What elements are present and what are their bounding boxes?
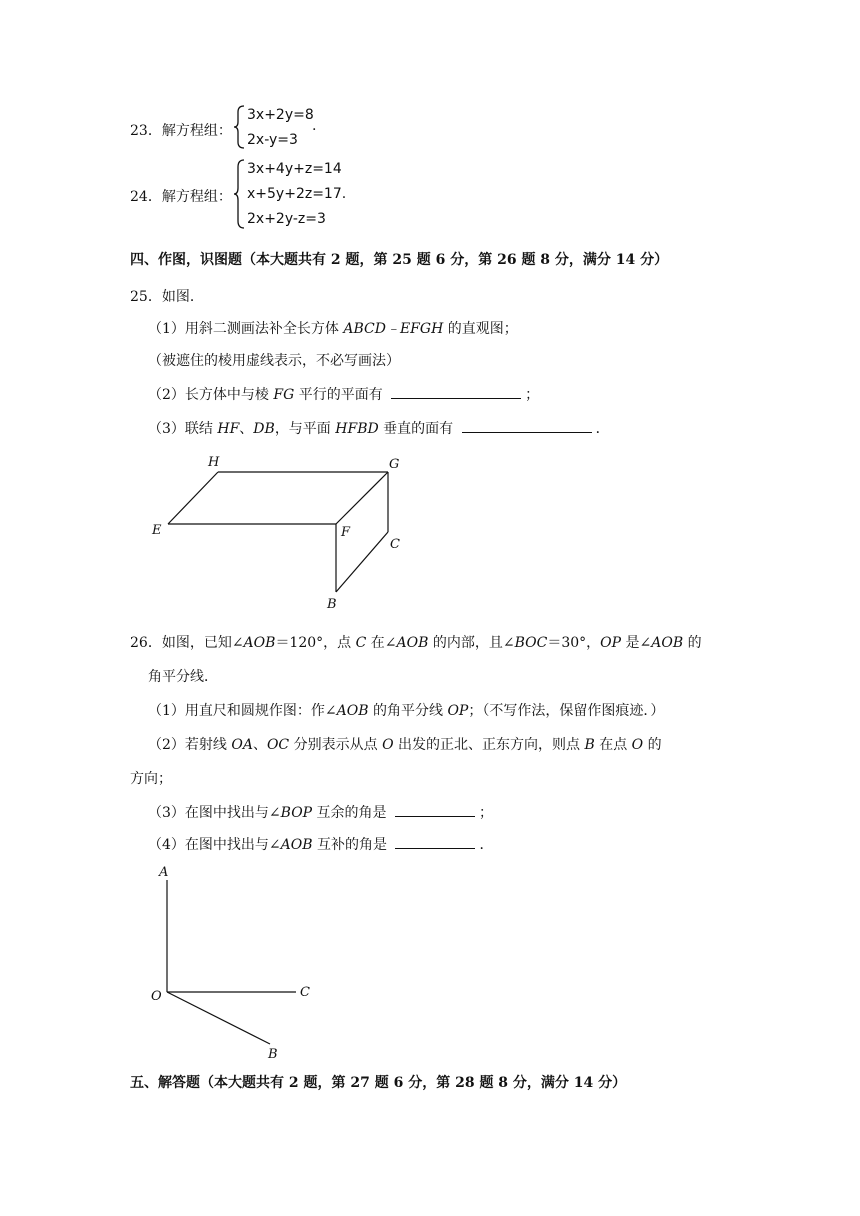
q26-text-d: 的内部，且∠ xyxy=(428,635,515,651)
q26-part-3-text-a: （3）在图中找出与∠ xyxy=(148,805,281,821)
q25-part-2-text-b: 平行的平面有 xyxy=(294,387,388,403)
edge-FG xyxy=(336,472,388,524)
q26-text-f: 是∠ xyxy=(621,635,652,651)
q26-part-2-line-2: 方向； xyxy=(130,771,172,787)
q26-part-2-point-o-2: O xyxy=(631,737,644,753)
vertex-label-B: B xyxy=(327,597,337,612)
q25-part-2-edge: FG xyxy=(273,387,295,403)
q26-part-2-text-e: 的 xyxy=(643,737,662,753)
q26-part-1-text-a: （1）用直尺和圆规作图：作∠ xyxy=(148,703,337,719)
q26-ray-op: OP xyxy=(600,635,622,651)
q26-part-1 xyxy=(148,700,664,720)
q26-part-1-ray: OP xyxy=(447,703,469,719)
q25-part-3 xyxy=(148,418,610,438)
q26-angle-figure xyxy=(140,860,340,1065)
q24-equation-3: 2x+2y-z=3 xyxy=(247,211,326,227)
vertex-label-E: E xyxy=(152,523,162,538)
q26-part-2 xyxy=(148,734,662,754)
q25-part-2-text-a: （2）长方体中与棱 xyxy=(148,387,274,403)
q25-part-3-line-2: DB xyxy=(253,421,275,437)
q25-part-3-line-1: HF xyxy=(217,421,240,437)
q26-part-3 xyxy=(148,802,493,822)
q25-part-3-plane: HFBD xyxy=(335,421,379,437)
vertex-label-H: H xyxy=(208,455,220,470)
q25-cuboid-figure xyxy=(140,448,420,618)
q26-part-4-end: ． xyxy=(479,837,494,853)
q25-part-3-text-c: 垂直的面有 xyxy=(378,421,458,437)
q26-part-2-point-b: B xyxy=(584,737,595,753)
q25-part-2 xyxy=(148,384,539,404)
q26-part-2-sep: 、 xyxy=(252,737,267,753)
q26-part-3-angle: BOP xyxy=(280,805,313,821)
point-label-O: O xyxy=(151,989,162,1004)
q26-line-2: 角平分线． xyxy=(148,669,218,685)
q25-part-3-sep: 、 xyxy=(239,421,254,437)
q26-point-c: C xyxy=(355,635,367,651)
q26-part-2-ray-oa: OA xyxy=(231,737,253,753)
q23-brace xyxy=(232,104,246,150)
q23-equation-1: 3x+2y=8 xyxy=(247,107,314,123)
q26-part-2-text-d: 在点 xyxy=(594,737,632,753)
q26-part-4-angle: AOB xyxy=(280,837,313,853)
edge-BC xyxy=(336,532,388,592)
q26-part-1-text-c: ；（不写作法，保留作图痕迹．） xyxy=(468,703,665,719)
q26-line-1 xyxy=(130,632,702,652)
q26-part-2-text-c: 出发的正北、正东方向，则点 xyxy=(393,737,585,753)
edge-EH xyxy=(168,472,218,524)
q26-angle-3: BOC xyxy=(514,635,548,651)
q23-equation-2: 2x-y=3 xyxy=(247,132,298,148)
q26-text-g: 的 xyxy=(683,635,702,651)
q26-part-2-ray-oc: OC xyxy=(266,737,290,753)
q26-text-b: ＝120°，点 xyxy=(275,635,356,651)
q25-intro: 25．如图． xyxy=(130,289,204,305)
q26-part-2-text-b: 分别表示从点 xyxy=(289,737,383,753)
q25-part-1 xyxy=(148,318,518,338)
q24-label: 24．解方程组： xyxy=(130,189,232,205)
vertex-label-F: F xyxy=(341,525,351,540)
q26-text-a: 26．如图，已知∠ xyxy=(130,635,244,651)
q26-part-1-angle: AOB xyxy=(336,703,369,719)
q24-equation-1: 3x+4y+z=14 xyxy=(247,161,342,177)
q26-part-4-text-a: （4）在图中找出与∠ xyxy=(148,837,281,853)
q26-part-4-answer-blank[interactable] xyxy=(395,834,475,849)
q25-part-3-answer-blank[interactable] xyxy=(462,418,592,433)
q26-part-4 xyxy=(148,834,493,854)
q25-part-1-solid-name: ABCD﹣EFGH xyxy=(343,321,444,337)
q25-part-3-end: ． xyxy=(595,421,610,437)
q25-part-3-text-b: ，与平面 xyxy=(274,421,336,437)
q25-part-1-text-a: （1）用斜二测画法补全长方体 xyxy=(148,321,344,337)
point-label-C: C xyxy=(300,985,310,1000)
q26-part-3-end: ； xyxy=(479,805,493,821)
q26-angle-4: AOB xyxy=(651,635,684,651)
point-label-A: A xyxy=(159,865,169,880)
vertex-label-C: C xyxy=(390,537,400,552)
q26-part-2-text-a: （2）若射线 xyxy=(148,737,232,753)
q25-part-2-end: ； xyxy=(525,387,540,403)
q26-part-3-text-b: 互余的角是 xyxy=(312,805,391,821)
q23-period: . xyxy=(312,118,317,134)
q24-brace xyxy=(232,158,246,230)
q25-part-1-text-b: 的直观图； xyxy=(443,321,518,337)
q23-label: 23．解方程组： xyxy=(130,123,232,139)
q26-angle-1: AOB xyxy=(243,635,276,651)
q25-part-3-text-a: （3）联结 xyxy=(148,421,218,437)
q26-text-c: 在∠ xyxy=(366,635,397,651)
q26-part-1-text-b: 的角平分线 xyxy=(368,703,448,719)
q26-part-3-answer-blank[interactable] xyxy=(395,802,475,817)
point-label-B: B xyxy=(268,1047,278,1062)
q26-angle-2: AOB xyxy=(396,635,429,651)
q25-part-1-note: （被遮住的棱用虚线表示，不必写画法） xyxy=(148,353,400,369)
q26-text-e: ＝30°， xyxy=(547,635,601,651)
section-5-heading: 五、解答题（本大题共有 2 题，第 27 题 6 分，第 28 题 8 分，满分 14 分） xyxy=(130,1075,627,1091)
section-4-heading: 四、作图，识图题（本大题共有 2 题，第 25 题 6 分，第 26 题 8 分，满分 14 分） xyxy=(130,252,669,268)
q26-part-4-text-b: 互补的角是 xyxy=(312,837,392,853)
vertex-label-G: G xyxy=(389,457,400,472)
q26-part-2-point-o: O xyxy=(382,737,394,753)
q25-part-2-answer-blank[interactable] xyxy=(391,384,521,399)
ray-OB xyxy=(167,992,270,1044)
q24-equation-2: x+5y+2z=17. xyxy=(247,186,347,202)
